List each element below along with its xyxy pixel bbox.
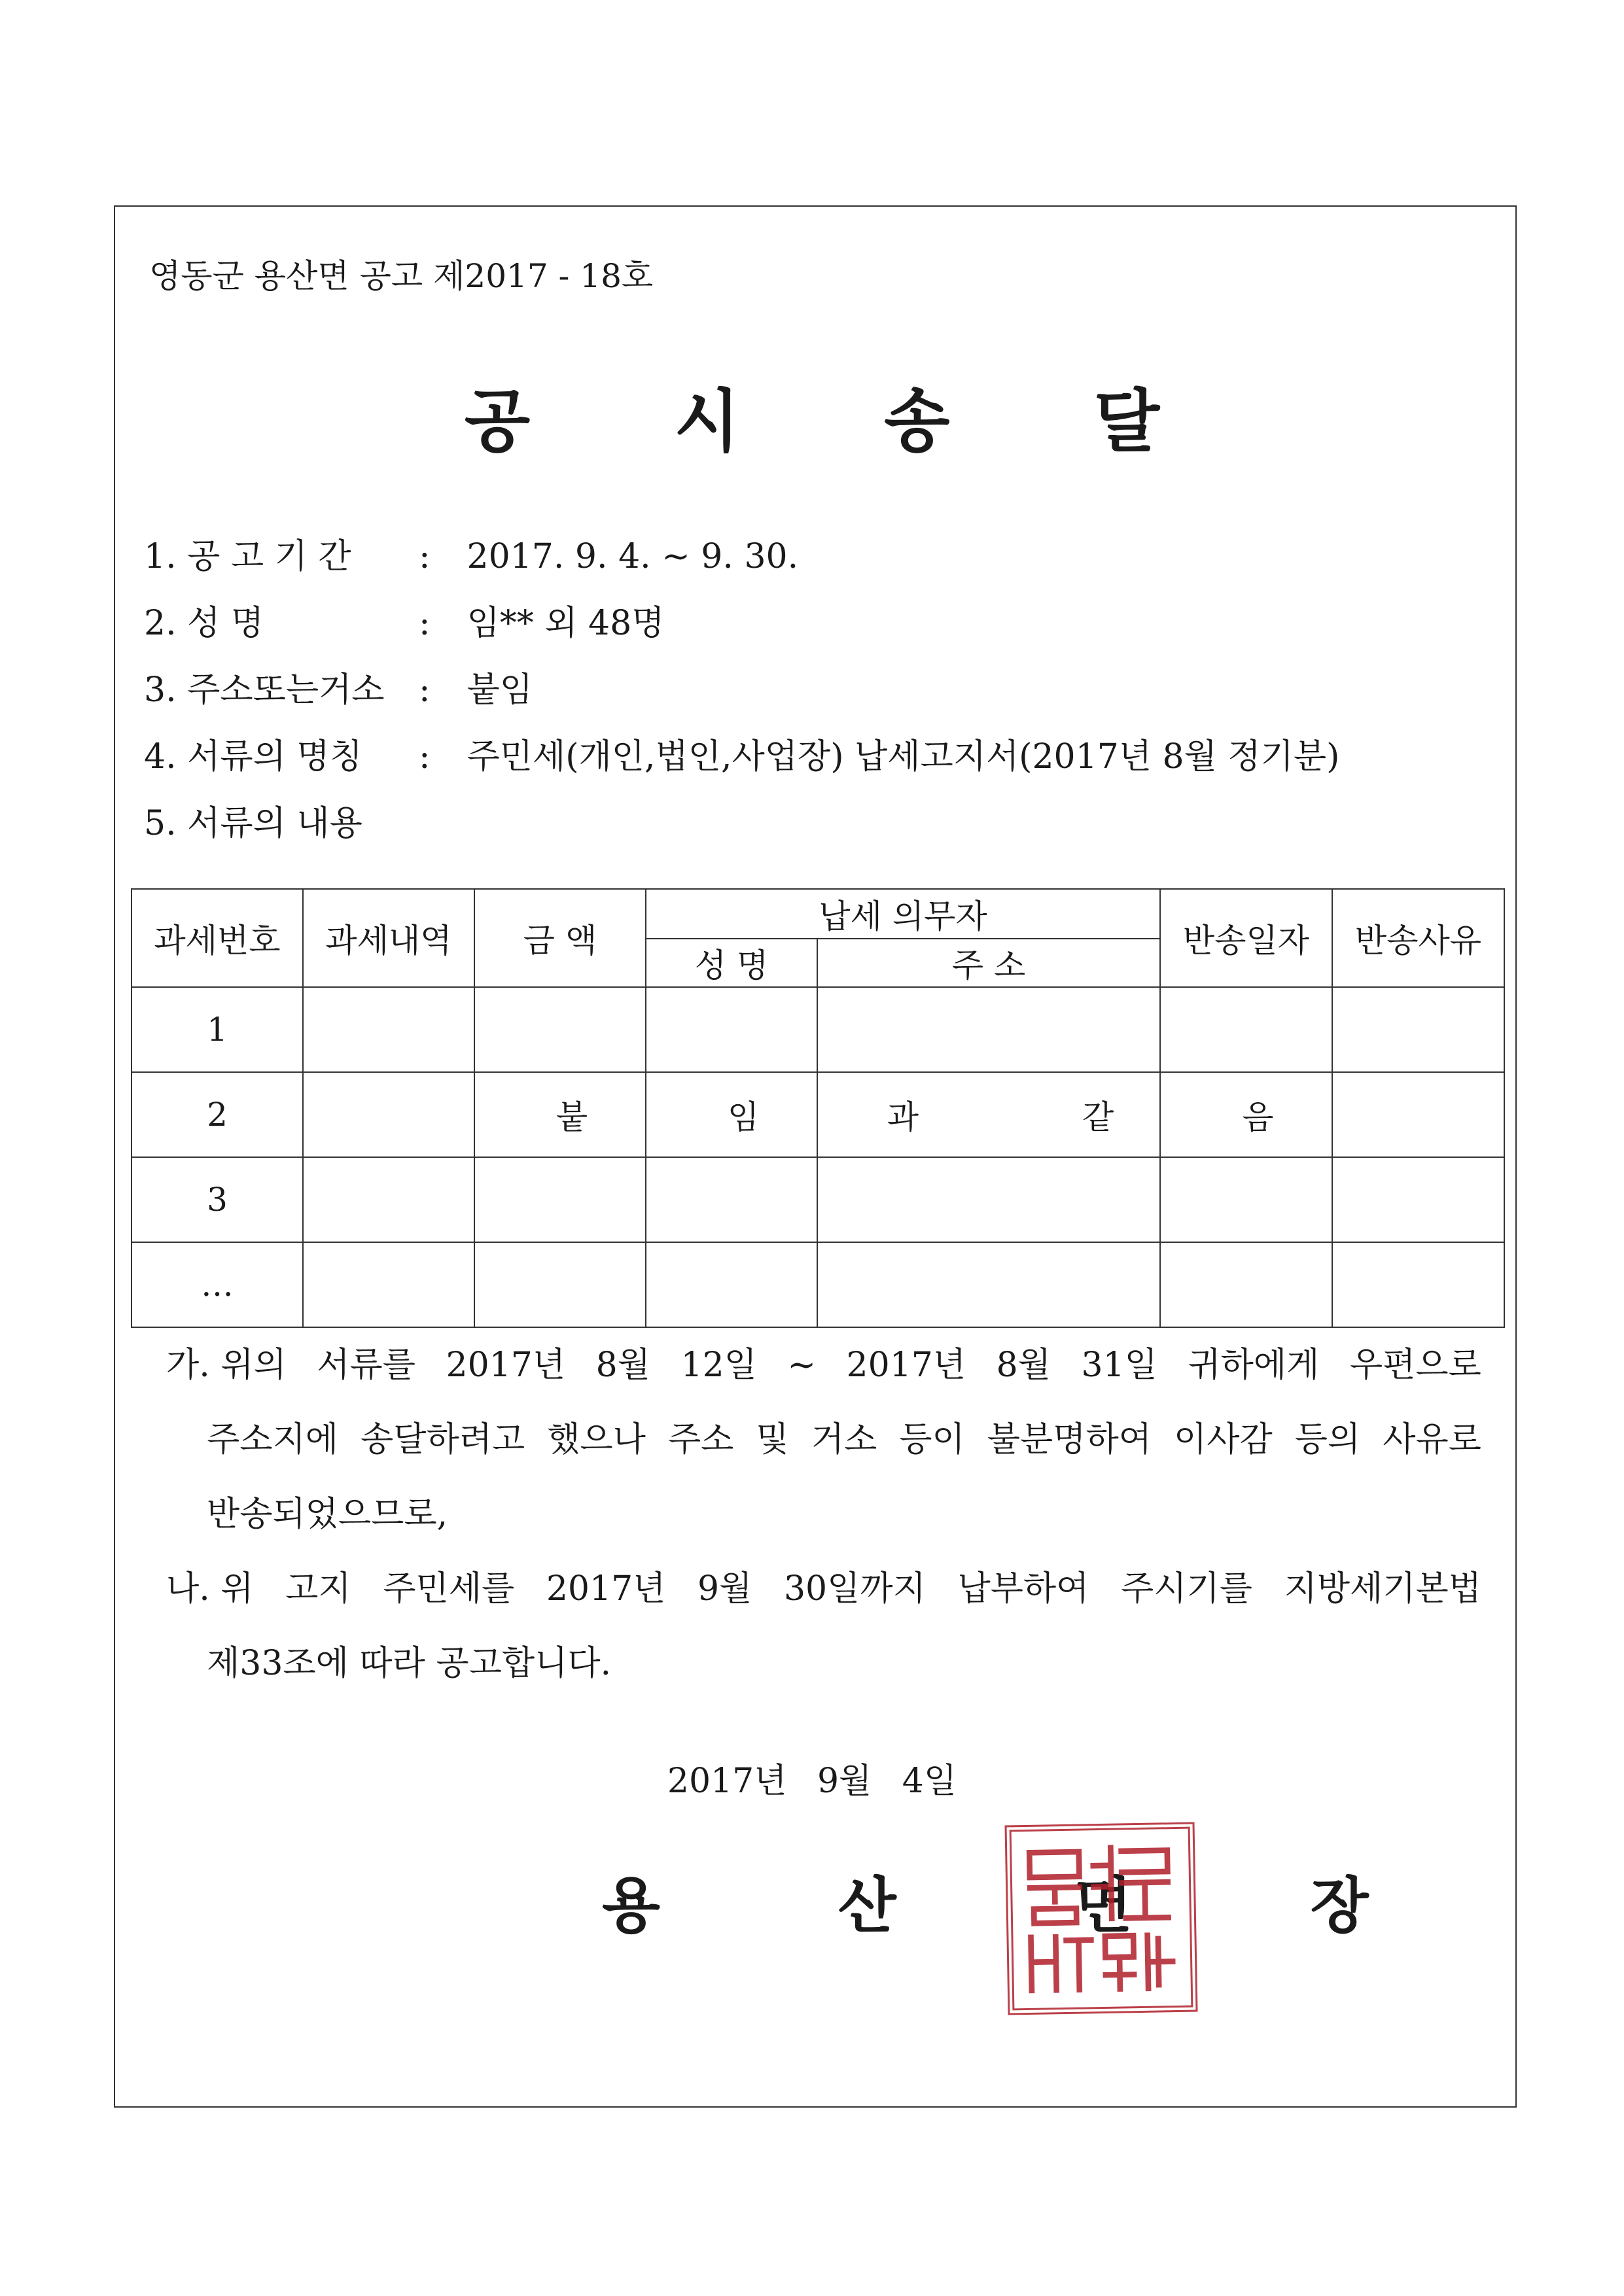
item-name xyxy=(144,595,664,644)
row-number: … xyxy=(132,1242,303,1327)
word: 8월 xyxy=(996,1346,1051,1385)
word: 9월 xyxy=(697,1569,752,1609)
issuer-title: 용 산 면 장 xyxy=(602,1870,1447,1941)
paragraph-line xyxy=(166,1328,1481,1402)
item-address xyxy=(144,662,533,711)
notice-date: 2017년 9월 4일 xyxy=(667,1762,957,1801)
word: 우편으로 xyxy=(1349,1346,1481,1385)
header-amount: 금 액 xyxy=(474,889,646,987)
colon: : xyxy=(419,537,431,576)
spread-char: 같 xyxy=(1082,1098,1114,1136)
item-value: 붙임 xyxy=(467,670,533,710)
word: ~ xyxy=(787,1346,817,1385)
word: 제33조에 따라 공고합니다. xyxy=(207,1644,612,1683)
word: 주민세를 xyxy=(383,1569,515,1609)
spread-char: 음 xyxy=(1160,1072,1332,1157)
item-value: 2017. 9. 4. ~ 9. 30. xyxy=(467,537,799,576)
official-seal xyxy=(1004,1822,1197,2015)
item-period xyxy=(144,529,798,578)
document-title: 공 시 송 달 xyxy=(464,381,1220,461)
word: 나. 위 xyxy=(166,1569,254,1609)
word: 귀하에게 xyxy=(1188,1346,1320,1385)
word: 2017년 xyxy=(546,1569,666,1609)
word: 반송되었으므로, xyxy=(207,1495,448,1534)
row-number: 3 xyxy=(132,1157,303,1242)
row-number: 2 xyxy=(132,1072,303,1157)
colon: : xyxy=(419,670,431,710)
paragraph-ga xyxy=(166,1328,1481,1552)
word: 주시기를 xyxy=(1121,1569,1252,1609)
word: 주소 xyxy=(667,1420,734,1459)
word: 송달하려고 xyxy=(360,1420,525,1459)
seal-icon xyxy=(1012,1829,1192,2009)
header-name: 성 명 xyxy=(646,939,817,987)
notice-number: 영동군 용산면 공고 제2017 - 18호 xyxy=(149,257,654,295)
word: 등이 xyxy=(899,1420,965,1459)
word: 2017년 xyxy=(446,1346,566,1385)
word: 서류를 xyxy=(317,1346,415,1385)
word: 및 xyxy=(756,1420,789,1459)
table-row xyxy=(132,1157,1504,1242)
word: 했으나 xyxy=(547,1420,646,1459)
header-return-date: 반송일자 xyxy=(1160,889,1332,987)
word: 8월 xyxy=(595,1346,650,1385)
header-tax-no: 과세번호 xyxy=(132,889,303,987)
item-label: 5. 서류의 내용 xyxy=(144,804,362,843)
item-label: 2. 성 명 xyxy=(144,604,264,643)
item-label: 3. 주소또는거소 xyxy=(144,670,385,710)
spread-char: 과 xyxy=(887,1098,919,1136)
word: 31일 xyxy=(1081,1346,1157,1385)
word: 거소 xyxy=(811,1420,877,1459)
word: 등의 xyxy=(1294,1420,1361,1459)
table-row xyxy=(132,1242,1504,1327)
word: 고지 xyxy=(285,1569,351,1609)
spread-char: 임 xyxy=(646,1072,817,1157)
item-document-content xyxy=(144,795,419,844)
colon: : xyxy=(419,604,431,643)
word: 사유로 xyxy=(1383,1420,1481,1459)
word: 30일까지 xyxy=(783,1569,926,1609)
header-taxpayer: 납세 의무자 xyxy=(646,889,1160,939)
paragraph-line xyxy=(166,1477,1481,1552)
paragraph-line xyxy=(166,1552,1481,1626)
item-label: 4. 서류의 명칭 xyxy=(144,737,362,776)
word: 불분명하여 xyxy=(987,1420,1152,1459)
word: 납부하여 xyxy=(957,1569,1089,1609)
tax-table xyxy=(131,888,1505,1328)
paragraph-na xyxy=(166,1552,1481,1701)
item-document-name xyxy=(144,729,1339,778)
header-return-reason: 반송사유 xyxy=(1332,889,1504,987)
item-value: 주민세(개인,법인,사업장) 납세고지서(2017년 8월 정기분) xyxy=(467,737,1340,776)
word: 이사감 xyxy=(1174,1420,1273,1459)
word: 12일 xyxy=(680,1346,757,1385)
header-tax-detail: 과세내역 xyxy=(303,889,474,987)
word: 지방세기본법 xyxy=(1284,1569,1481,1609)
colon: : xyxy=(419,737,431,776)
row-number: 1 xyxy=(132,987,303,1072)
word: 주소지에 xyxy=(207,1420,338,1459)
item-label: 1. 공 고 기 간 xyxy=(144,537,351,576)
paragraph-line xyxy=(166,1402,1481,1477)
spread-cell xyxy=(817,1072,1160,1157)
paragraph-line xyxy=(166,1626,1481,1701)
word: 가. 위의 xyxy=(166,1346,287,1385)
word: 2017년 xyxy=(846,1346,966,1385)
spread-char: 붙 xyxy=(474,1072,646,1157)
table-row xyxy=(132,987,1504,1072)
table-row xyxy=(132,1072,1504,1157)
item-value: 임** 외 48명 xyxy=(467,604,665,643)
header-address: 주 소 xyxy=(817,939,1160,987)
